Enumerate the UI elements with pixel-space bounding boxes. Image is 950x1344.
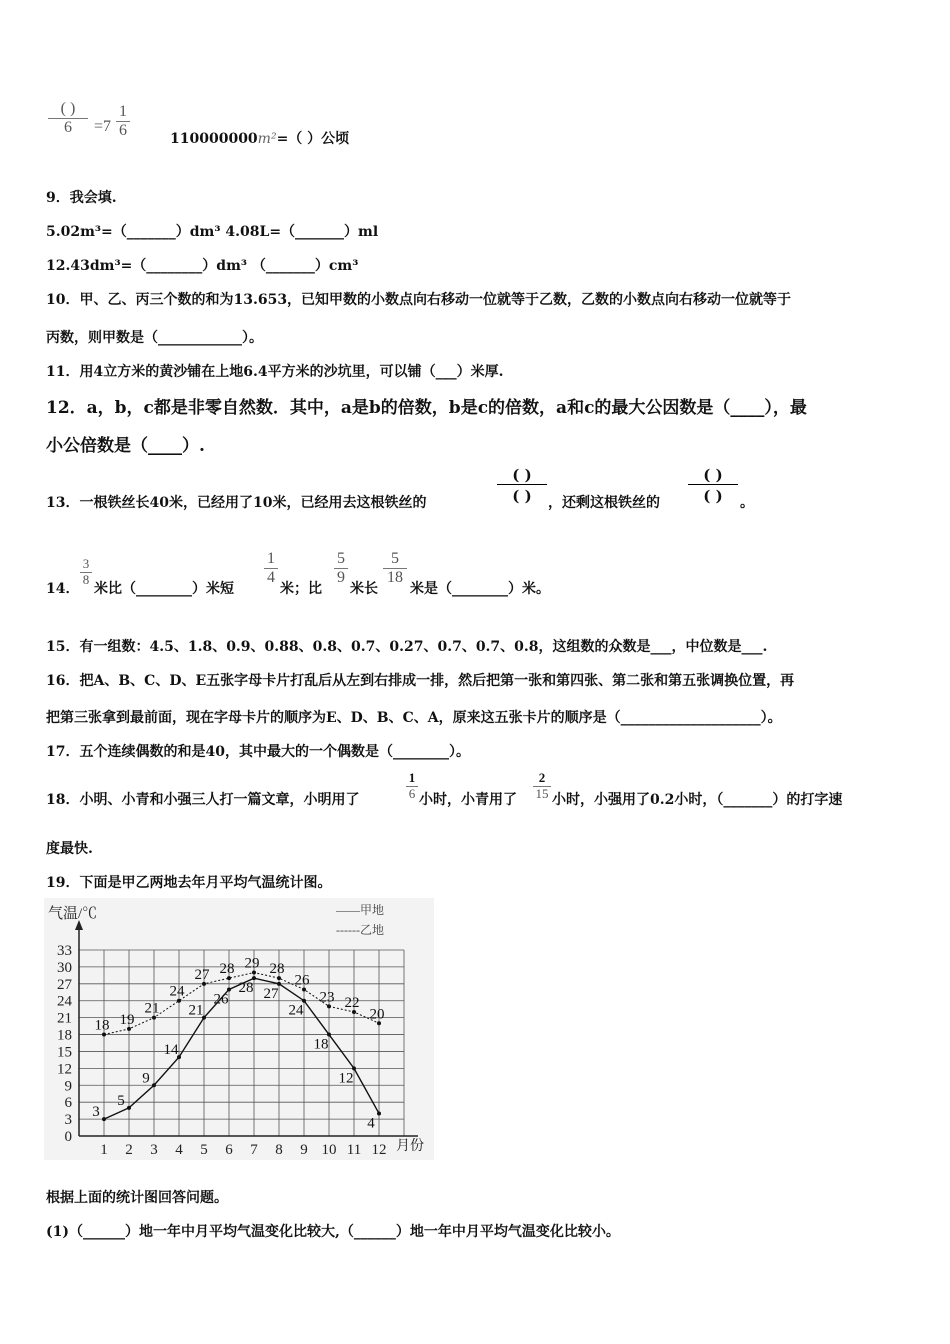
q8-fraction-den: 6 <box>64 119 72 137</box>
data-label: 4 <box>367 1115 375 1132</box>
data-label: 28 <box>238 980 254 997</box>
q8-fraction-blank: ( ) <box>48 100 88 119</box>
q14-t1: 米比（________）米短 <box>94 581 234 597</box>
q12-line2: 小公倍数是（____）. <box>46 436 205 456</box>
y-tick-label: 15 <box>57 1044 72 1061</box>
q14-f4-num: 5 <box>383 550 407 569</box>
y-tick-label: 9 <box>64 1078 72 1095</box>
data-point <box>377 1111 381 1115</box>
y-tick-label: 33 <box>57 943 72 959</box>
q13-fraction-2 <box>688 466 738 505</box>
y-tick-label: 3 <box>64 1112 72 1129</box>
q18-f2-den: 15 <box>535 785 549 801</box>
data-label: 27 <box>263 985 279 1002</box>
q13-f1-den: ( ) <box>497 484 547 505</box>
q18-f1-den: 6 <box>408 785 416 801</box>
q13-line <box>46 492 426 512</box>
q8-area-rest: =（ ）公顷 <box>276 131 350 147</box>
q8-area-number: 110000000 <box>170 131 258 147</box>
y-tick-label: 0 <box>64 1129 72 1145</box>
q19-sub1: (1)（______）地一年中月平均气温变化比较大,（______）地一年中月平均气温变化比较小。 <box>46 1224 620 1240</box>
data-label: 5 <box>117 1092 125 1109</box>
chart-ylabel: 气温/℃ <box>48 906 98 922</box>
q18-fraction-2 <box>533 771 551 802</box>
q14-f2-den: 4 <box>267 569 275 587</box>
q14-f1-den: 8 <box>82 571 90 587</box>
y-tick-label: 27 <box>57 976 72 993</box>
q19-title: 19．下面是甲乙两地去年月平均气温统计图。 <box>46 875 332 891</box>
x-tick-label: 10 <box>321 1142 337 1158</box>
q14-f3-num: 5 <box>334 550 348 569</box>
q14-t2: 米；比 <box>280 581 322 597</box>
q14-fraction-1 <box>80 557 92 588</box>
q18-fraction-1 <box>406 771 418 802</box>
q18-f2-num: 2 <box>533 771 551 787</box>
q9-line1: 5.02m³=（_______）dm³ 4.08L=（_______）ml <box>46 224 379 240</box>
q17-text: 17．五个连续偶数的和是40，其中最大的一个偶数是（________）。 <box>46 744 470 760</box>
data-point <box>152 1083 156 1087</box>
x-tick-label: 7 <box>250 1142 258 1158</box>
q18-line2: 度最快. <box>46 841 93 857</box>
data-label: 23 <box>319 989 335 1006</box>
y-tick-label: 24 <box>57 993 72 1010</box>
data-label: 18 <box>94 1017 110 1034</box>
chart-xlabel: 月份 <box>396 1139 424 1154</box>
q14-fraction-2 <box>264 550 278 588</box>
x-tick-label: 3 <box>150 1142 158 1158</box>
q8-mixed-den: 6 <box>119 122 127 140</box>
y-tick-label: 12 <box>57 1061 72 1078</box>
q15-text: 15．有一组数：4.5、1.8、0.9、0.88、0.8、0.7、0.27、0.7、0.7、0.8，这组数的众数是___，中位数是___. <box>46 639 768 655</box>
q14-f3-den: 9 <box>337 569 345 587</box>
data-point <box>127 1106 131 1110</box>
y-tick-label: 18 <box>57 1027 72 1044</box>
y-tick-label: 21 <box>57 1010 72 1027</box>
data-point <box>102 1117 106 1121</box>
data-label: 14 <box>163 1042 179 1059</box>
q10-line2: 丙数，则甲数是（____________）。 <box>46 330 263 346</box>
data-label: 29 <box>244 955 260 972</box>
data-label: 28 <box>269 961 285 978</box>
x-tick-label: 6 <box>225 1142 233 1158</box>
q19-after: 根据上面的统计图回答问题。 <box>46 1190 228 1206</box>
data-label: 20 <box>369 1006 385 1023</box>
q11-text: 11．用4立方米的黄沙铺在上地6.4平方米的沙坑里，可以铺（___）米厚. <box>46 364 504 380</box>
data-label: 26 <box>213 991 229 1008</box>
data-label: 19 <box>119 1011 135 1028</box>
x-tick-label: 8 <box>275 1142 283 1158</box>
y-tick-label: 6 <box>64 1095 72 1112</box>
q8-mixed-num: 1 <box>116 103 130 122</box>
x-tick-label: 5 <box>200 1142 208 1158</box>
y-tick-label: 30 <box>57 959 72 976</box>
q14-prefix: 14． <box>46 581 80 597</box>
data-label: 27 <box>194 966 210 983</box>
q18-t2: 小时，小青用了 <box>419 792 517 808</box>
q14-t4: 米是（________）米。 <box>410 581 550 597</box>
q13-f2-den: ( ) <box>688 484 738 505</box>
temperature-line-chart <box>44 898 434 1160</box>
data-label: 12 <box>338 1070 354 1087</box>
q16-line1: 16．把A、B、C、D、E五张字母卡片打乱后从左到右排成一排，然后把第一张和第四张、第二张和第五张调换位置，再 <box>46 673 795 689</box>
q18-t1: 18．小明、小青和小强三人打一篇文章，小明用了 <box>46 792 360 808</box>
q13-text-a: 13．一根铁丝长40米，已经用了10米，已经用去这根铁丝的 <box>46 495 427 511</box>
data-label: 18 <box>313 1036 329 1053</box>
data-label: 24 <box>169 983 185 1000</box>
data-label: 28 <box>219 961 235 978</box>
data-label: 21 <box>188 1002 204 1019</box>
q16-line2: 把第三张拿到最前面，现在字母卡片的顺序为E、D、B、C、A，原来这五张卡片的顺序是（____________________）。 <box>46 710 782 726</box>
q8-eq-seven: =7 <box>94 118 112 135</box>
data-label: 21 <box>144 1000 160 1017</box>
q8-mixed-fraction <box>116 103 130 141</box>
q8-area-line <box>170 128 349 148</box>
x-tick-label: 2 <box>125 1142 133 1158</box>
q14-fraction-4 <box>383 550 407 588</box>
x-tick-label: 4 <box>175 1142 183 1158</box>
legend-yi: ------乙地 <box>336 923 384 937</box>
q14-f2-num: 1 <box>264 550 278 569</box>
data-label: 22 <box>344 995 360 1011</box>
q18-f1-num: 1 <box>406 771 418 787</box>
q14-f1-num: 3 <box>80 557 92 573</box>
q14-fraction-3 <box>334 550 348 588</box>
data-label: 24 <box>288 1002 304 1019</box>
q14-t3: 米长 <box>350 581 378 597</box>
q9-title: 9．我会填. <box>46 190 117 206</box>
x-tick-label: 11 <box>346 1142 362 1158</box>
q8-area-unit: m² <box>257 131 277 147</box>
q9-line2: 12.43dm³=（________）dm³ （_______）cm³ <box>46 258 359 274</box>
q14-f4-den: 18 <box>387 569 403 587</box>
q13-text-b: ，还剩这根铁丝的 <box>548 495 660 511</box>
q13-f2-num: ( ) <box>703 466 723 484</box>
q13-fraction-1 <box>497 466 547 505</box>
q8-fraction <box>48 100 88 138</box>
x-tick-label: 12 <box>371 1142 387 1158</box>
q12-line1: 12．a，b，c都是非零自然数．其中，a是b的倍数，b是c的倍数，a和c的最大公因数是（____），最 <box>46 398 807 418</box>
data-label: 3 <box>92 1104 100 1121</box>
data-label: 26 <box>294 972 310 989</box>
q13-text-c: 。 <box>740 495 754 511</box>
q18-t3: 小时，小强用了0.2小时，（_______）的打字速 <box>552 792 843 808</box>
data-label: 9 <box>142 1070 150 1087</box>
x-tick-label: 1 <box>100 1142 108 1158</box>
q10-line1: 10．甲、乙、丙三个数的和为13.653，已知甲数的小数点向右移动一位就等于乙数，乙数的小数点向右移动一位就等于 <box>46 292 792 308</box>
legend-jia: ——甲地 <box>336 903 385 917</box>
x-tick-label: 9 <box>300 1142 308 1158</box>
q13-f1-num: ( ) <box>512 466 532 484</box>
